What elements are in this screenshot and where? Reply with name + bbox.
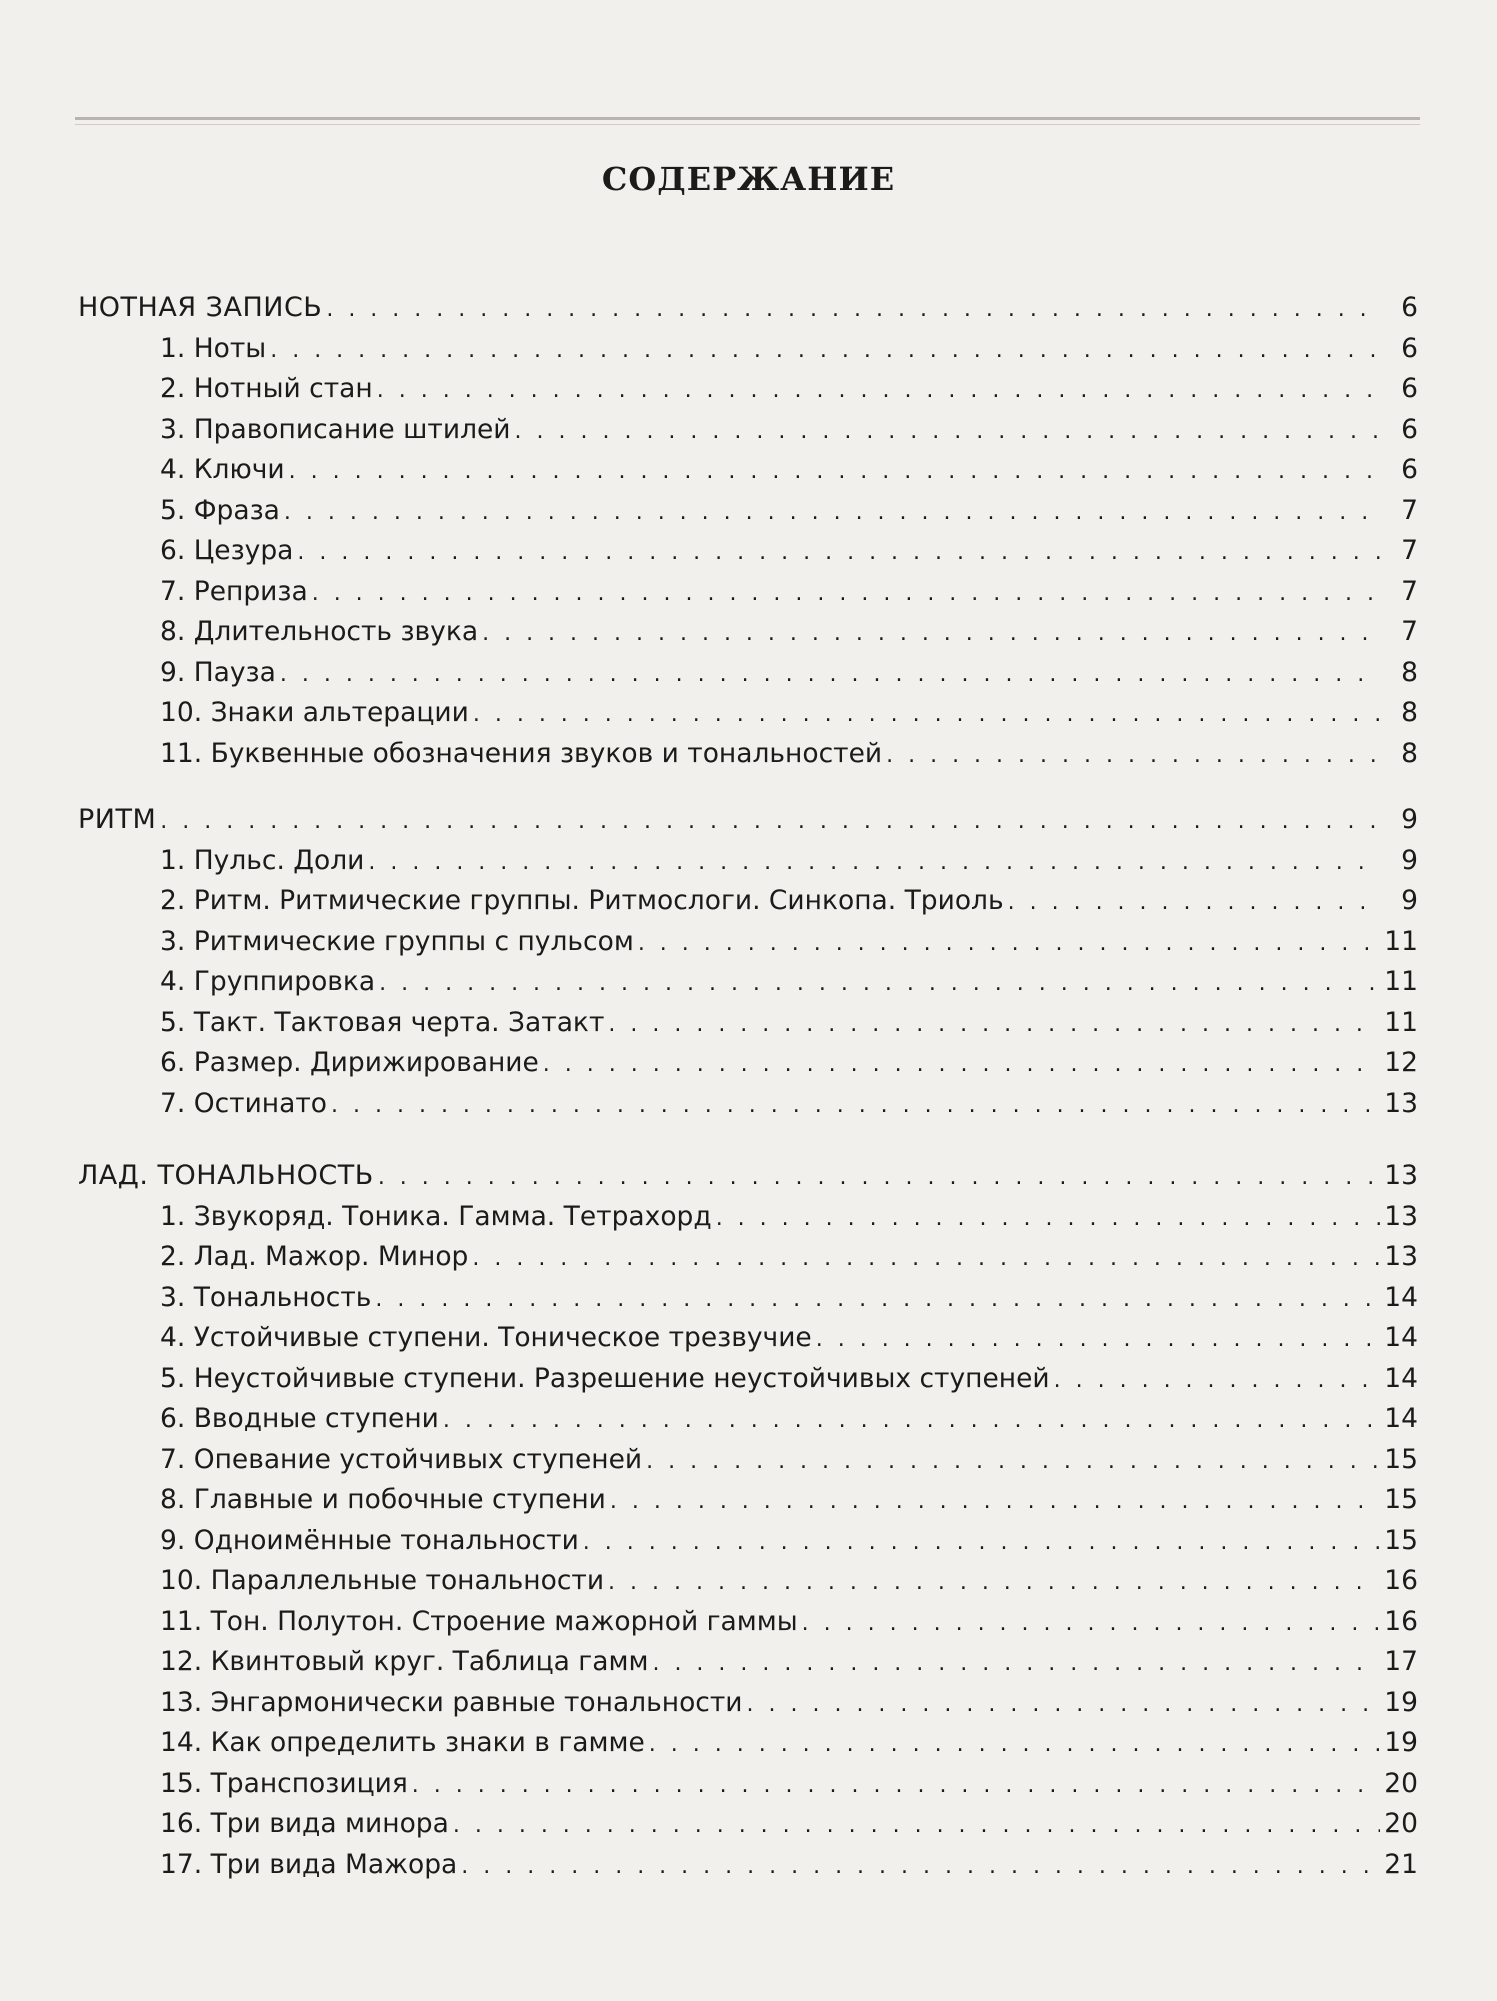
- toc-page-number: 16: [1384, 1605, 1418, 1637]
- toc-page-number: 20: [1384, 1808, 1418, 1839]
- toc-item-row[interactable]: [78, 612, 1418, 653]
- toc-item-row[interactable]: [78, 734, 1418, 775]
- toc-page-number: 11: [1384, 925, 1418, 957]
- toc-item-title: 10. Параллельные тональности: [160, 1565, 605, 1596]
- toc-page-number: 8: [1401, 737, 1418, 769]
- toc-item-row[interactable]: [78, 1318, 1418, 1359]
- toc-page-number: 15: [1384, 1443, 1418, 1475]
- toc-section-row[interactable]: [78, 288, 1418, 329]
- toc-leader-dots: [608, 1563, 1380, 1604]
- toc-leader-dots: [1054, 1361, 1380, 1402]
- toc-leader-dots: [379, 964, 1380, 1005]
- toc-page-number: 6: [1401, 454, 1418, 485]
- toc-item-title: 2. Ритм. Ритмические группы. Ритмослоги. Синкопа. Триоль: [160, 885, 1004, 916]
- toc-item-row[interactable]: [78, 1399, 1418, 1440]
- toc-item-row[interactable]: [78, 1683, 1418, 1724]
- toc-page-number: 14: [1384, 1322, 1418, 1353]
- toc-item-row[interactable]: [78, 1003, 1418, 1044]
- toc-item-title: 4. Ключи: [160, 454, 285, 485]
- toc-page-number: 13: [1384, 1087, 1418, 1119]
- toc-section-row[interactable]: [78, 1156, 1418, 1197]
- toc-item-row[interactable]: [78, 1561, 1418, 1602]
- toc-item-title: 6. Вводные ступени: [160, 1403, 439, 1434]
- toc-item-row[interactable]: [78, 1521, 1418, 1562]
- toc-item-title: 9. Пауза: [160, 656, 276, 688]
- toc-item-title: 5. Такт. Тактовая черта. Затакт: [160, 1006, 605, 1038]
- toc-item-row[interactable]: [78, 962, 1418, 1003]
- toc-leader-dots: [515, 412, 1380, 453]
- toc-leader-dots: [649, 1725, 1380, 1766]
- toc-item-row[interactable]: [78, 881, 1418, 922]
- toc-leader-dots: [378, 1158, 1380, 1199]
- toc-leader-dots: [280, 655, 1380, 696]
- toc-item-row[interactable]: [78, 1602, 1418, 1643]
- toc-leader-dots: [583, 1523, 1380, 1564]
- toc-leader-dots: [461, 1847, 1380, 1888]
- toc-page-number: 9: [1401, 804, 1418, 835]
- toc-item-row[interactable]: [78, 1723, 1418, 1764]
- toc-page-number: 12: [1384, 1047, 1418, 1078]
- toc-leader-dots: [802, 1604, 1380, 1645]
- toc-page-number: 7: [1401, 575, 1418, 607]
- toc-page-number: 16: [1384, 1565, 1418, 1596]
- toc-page-number: 11: [1384, 966, 1418, 997]
- toc-page-number: 6: [1401, 332, 1418, 364]
- toc-item-title: 12. Квинтовый круг. Таблица гамм: [160, 1646, 649, 1677]
- toc-item-title: 13. Энгармонически равные тональности: [160, 1686, 743, 1718]
- toc-item-title: 1. Ноты: [160, 332, 267, 364]
- toc-page-number: 8: [1401, 697, 1418, 728]
- toc-item-title: 8. Главные и побочные ступени: [160, 1484, 606, 1515]
- toc-leader-dots: [368, 843, 1380, 884]
- toc-leader-dots: [610, 1482, 1380, 1523]
- toc-leader-dots: [284, 493, 1380, 534]
- toc-item-row[interactable]: [78, 1804, 1418, 1845]
- toc-leader-dots: [638, 924, 1380, 965]
- toc-item-row[interactable]: [78, 922, 1418, 963]
- toc-section-row[interactable]: [78, 800, 1418, 841]
- toc-item-row[interactable]: [78, 1359, 1418, 1400]
- toc-leader-dots: [482, 614, 1380, 655]
- toc-page-number: 7: [1401, 494, 1418, 526]
- toc-item-title: 16. Три вида минора: [160, 1808, 449, 1839]
- toc-item-title: 2. Нотный стан: [160, 373, 373, 404]
- toc-leader-dots: [646, 1442, 1380, 1483]
- toc-item-title: 6. Размер. Дирижирование: [160, 1047, 539, 1078]
- toc-item-title: 15. Транспозиция: [160, 1767, 408, 1799]
- toc-item-title: 8. Длительность звука: [160, 616, 479, 647]
- toc-leader-dots: [297, 533, 1380, 574]
- toc-item-title: 17. Три вида Мажора: [160, 1848, 458, 1880]
- toc-item-title: 11. Тон. Полутон. Строение мажорной гаммы: [160, 1605, 798, 1637]
- toc-item-title: 5. Неустойчивые ступени. Разрешение неустойчивых ступеней: [160, 1362, 1050, 1394]
- toc-leader-dots: [472, 1239, 1380, 1280]
- toc-item-row[interactable]: [78, 450, 1418, 491]
- toc-item-row[interactable]: [78, 1084, 1418, 1125]
- toc-page-number: 19: [1384, 1727, 1418, 1758]
- toc-item-title: 2. Лад. Мажор. Минор: [160, 1241, 469, 1272]
- toc-item-row[interactable]: [78, 531, 1418, 572]
- toc-page-number: 14: [1384, 1403, 1418, 1434]
- toc-leader-dots: [326, 290, 1380, 331]
- toc-item-row[interactable]: [78, 369, 1418, 410]
- toc-item-row[interactable]: [78, 491, 1418, 532]
- toc-item-title: 1. Пульс. Доли: [160, 844, 365, 876]
- toc-item-title: 14. Как определить знаки в гамме: [160, 1727, 645, 1758]
- toc-leader-dots: [747, 1685, 1380, 1726]
- header-rule: [75, 117, 1420, 120]
- toc-item-title: 1. Звукоряд. Тоника. Гамма. Тетрахорд: [160, 1200, 712, 1232]
- toc-leader-dots: [270, 331, 1380, 372]
- toc-page-number: 20: [1384, 1767, 1418, 1799]
- toc-item-title: 3. Ритмические группы с пульсом: [160, 925, 634, 957]
- toc-page-number: 13: [1384, 1160, 1418, 1191]
- toc-leader-dots: [652, 1644, 1380, 1685]
- toc-page-number: 15: [1384, 1524, 1418, 1556]
- toc-leader-dots: [716, 1199, 1380, 1240]
- toc-item-row[interactable]: [78, 1642, 1418, 1683]
- table-of-contents: [78, 288, 1418, 1885]
- toc-leader-dots: [453, 1806, 1380, 1847]
- toc-item-title: 10. Знаки альтерации: [160, 697, 469, 728]
- toc-leader-dots: [412, 1766, 1380, 1807]
- toc-item-row[interactable]: [78, 1480, 1418, 1521]
- toc-item-row[interactable]: [78, 1440, 1418, 1481]
- toc-item-row[interactable]: [78, 1237, 1418, 1278]
- toc-section-title: РИТМ: [78, 804, 157, 835]
- toc-page-number: 7: [1401, 535, 1418, 566]
- toc-page-number: 15: [1384, 1484, 1418, 1515]
- toc-item-row[interactable]: [78, 410, 1418, 451]
- toc-page-number: 9: [1401, 885, 1418, 916]
- toc-page-number: 19: [1384, 1686, 1418, 1718]
- toc-item-row[interactable]: [78, 841, 1418, 882]
- toc-item-title: 5. Фраза: [160, 494, 280, 526]
- toc-page-number: 9: [1401, 844, 1418, 876]
- toc-page-number: 6: [1401, 292, 1418, 323]
- toc-leader-dots: [331, 1086, 1380, 1127]
- toc-item-title: 7. Опевание устойчивых ступеней: [160, 1443, 643, 1475]
- toc-leader-dots: [608, 1005, 1380, 1046]
- toc-item-title: 6. Цезура: [160, 535, 294, 566]
- toc-item-row[interactable]: [78, 1764, 1418, 1805]
- toc-leader-dots: [375, 1280, 1380, 1321]
- toc-page-number: 11: [1384, 1006, 1418, 1038]
- toc-item-title: 9. Одноимённые тональности: [160, 1524, 579, 1556]
- toc-page-number: 7: [1401, 616, 1418, 647]
- toc-page-number: 21: [1384, 1848, 1418, 1880]
- toc-item-title: 3. Тональность: [160, 1281, 372, 1313]
- toc-item-title: 11. Буквенные обозначения звуков и тональностей: [160, 737, 883, 769]
- toc-leader-dots: [473, 695, 1380, 736]
- toc-page-number: 14: [1384, 1362, 1418, 1394]
- toc-item-row[interactable]: [78, 1278, 1418, 1319]
- toc-page-number: 14: [1384, 1281, 1418, 1313]
- toc-page-number: 13: [1384, 1200, 1418, 1232]
- toc-item-row[interactable]: [78, 329, 1418, 370]
- toc-item-row[interactable]: [78, 1845, 1418, 1886]
- toc-item-row[interactable]: [78, 1043, 1418, 1084]
- toc-item-title: 3. Правописание штилей: [160, 413, 511, 445]
- toc-page-number: 17: [1384, 1646, 1418, 1677]
- page-title: СОДЕРЖАНИЕ: [601, 160, 896, 198]
- toc-item-title: 7. Остинато: [160, 1087, 328, 1119]
- toc-item-title: 7. Реприза: [160, 575, 308, 607]
- toc-leader-dots: [816, 1320, 1380, 1361]
- toc-section-title: ЛАД. ТОНАЛЬНОСТЬ: [78, 1160, 374, 1191]
- toc-item-row[interactable]: [78, 653, 1418, 694]
- toc-leader-dots: [160, 802, 1380, 843]
- toc-section-title: НОТНАЯ ЗАПИСЬ: [78, 292, 323, 323]
- toc-item-row[interactable]: [78, 1197, 1418, 1238]
- toc-leader-dots: [543, 1045, 1380, 1086]
- toc-leader-dots: [886, 736, 1380, 777]
- toc-item-row[interactable]: [78, 693, 1418, 734]
- toc-item-row[interactable]: [78, 572, 1418, 613]
- toc-item-title: 4. Группировка: [160, 966, 376, 997]
- toc-page-number: 6: [1401, 413, 1418, 445]
- toc-leader-dots: [443, 1401, 1380, 1442]
- toc-leader-dots: [1008, 883, 1380, 924]
- toc-leader-dots: [312, 574, 1380, 615]
- header-rule-thin: [75, 124, 1420, 125]
- toc-page-number: 8: [1401, 656, 1418, 688]
- toc-leader-dots: [289, 452, 1380, 493]
- toc-page-number: 13: [1384, 1241, 1418, 1272]
- toc-leader-dots: [377, 371, 1380, 412]
- toc-page-number: 6: [1401, 373, 1418, 404]
- toc-item-title: 4. Устойчивые ступени. Тоническое трезвучие: [160, 1322, 812, 1353]
